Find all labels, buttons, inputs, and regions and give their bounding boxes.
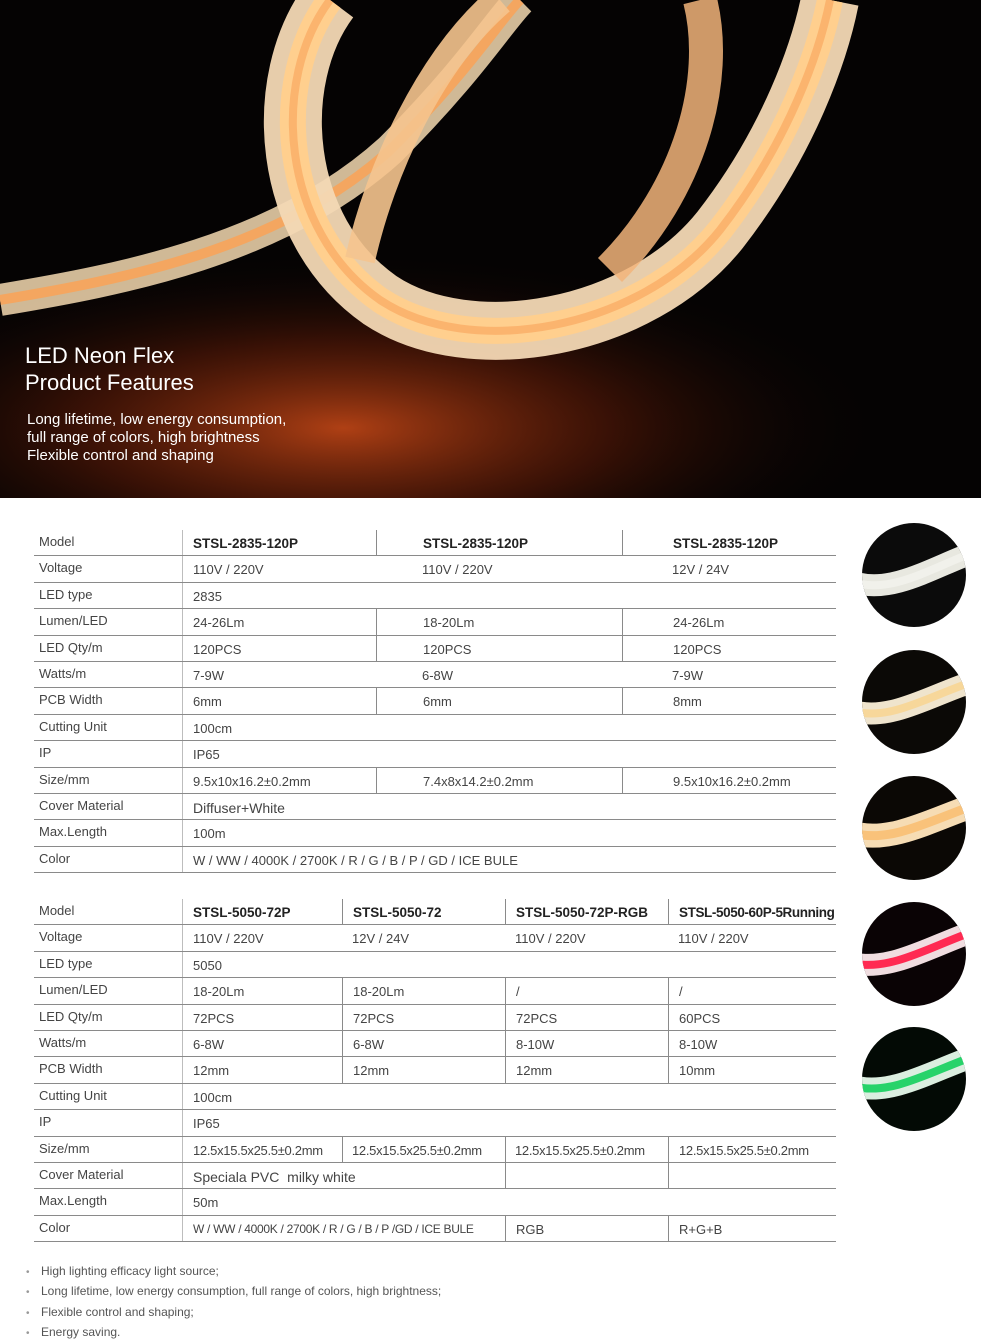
table-cell: 6-8W: [422, 667, 454, 683]
table-cell: 6-8W: [342, 1031, 505, 1056]
table-cell: 8-10W: [668, 1031, 836, 1056]
table-row-pcb: [34, 688, 836, 714]
swatch-warm-white: [862, 650, 966, 754]
table-cell: 2835: [182, 583, 836, 608]
table-cell: 18-20Lm: [182, 978, 342, 1003]
feature-text: Energy saving.: [41, 1324, 121, 1339]
table-row-size: [34, 1137, 836, 1163]
table-cell: 6-8W: [182, 1031, 342, 1056]
row-label: Model: [39, 534, 75, 549]
row-label: PCB Width: [39, 692, 103, 708]
row-label: Cover Material: [39, 1166, 124, 1182]
table-row-maxlength: [34, 820, 836, 846]
table-cell: 8mm: [622, 688, 836, 713]
table-cell: 12.5x15.5x25.5±0.2mm: [505, 1137, 668, 1162]
table-cell: 110V / 220V: [678, 931, 749, 947]
model-cell: STSL-5050-72P: [182, 899, 342, 924]
table-cell: 7-9W: [672, 667, 704, 683]
table-cell: 72PCS: [505, 1005, 668, 1030]
table-cell: 6mm: [182, 688, 376, 713]
table-cell: 18-20Lm: [376, 609, 622, 634]
model-cell: STSL-5050-72P-RGB: [505, 899, 668, 924]
table-cell: 110V / 220V: [422, 562, 493, 578]
swatch-green: [862, 1027, 966, 1131]
hero-sub-line: Flexible control and shaping: [27, 447, 214, 464]
hero-title-line2: Product Features: [25, 370, 194, 395]
bullet-icon: •: [26, 1267, 30, 1278]
row-label: IP: [39, 745, 52, 761]
table-row-size: [34, 768, 836, 794]
table-cell: 6mm: [376, 688, 622, 713]
model-cell: STSL-5050-60P-5Running: [668, 899, 836, 924]
list-item: [26, 1262, 441, 1282]
table-cell: 12.5x15.5x25.5±0.2mm: [342, 1137, 505, 1162]
table-cell: 100cm: [182, 1084, 836, 1109]
spec-table-2835: [34, 530, 836, 873]
hero-title-line1: LED Neon Flex: [25, 343, 175, 368]
table-cell: 18-20Lm: [342, 978, 505, 1003]
table-row-watts: [34, 662, 836, 688]
table-cell: 10mm: [668, 1057, 836, 1082]
swatch-red: [862, 902, 966, 1006]
row-label: Color: [39, 1219, 71, 1235]
hero-sub-line: Long lifetime, low energy consumption,: [27, 411, 287, 428]
table-row-model: [34, 530, 836, 556]
table-cell: 120PCS: [622, 636, 836, 661]
row-label: IP: [39, 1114, 52, 1130]
table-cell: 8-10W: [505, 1031, 668, 1056]
table-cell: W / WW / 4000K / 2700K / R / G / B / P /GD / ICE BULE: [182, 1216, 505, 1241]
table-cell: Diffuser+White: [182, 794, 836, 819]
row-label: LED Qty/m: [39, 639, 103, 655]
table-cell: 9.5x10x16.2±0.2mm: [182, 768, 376, 793]
hero-sub-line: full range of colors, high brightness: [27, 429, 260, 446]
row-label: Lumen/LED: [39, 982, 108, 998]
table-cell: 12.5x15.5x25.5±0.2mm: [182, 1137, 342, 1162]
table-cell: W / WW / 4000K / 2700K / R / G / B / P / GD / ICE BULE: [182, 847, 836, 872]
table-cell: 9.5x10x16.2±0.2mm: [622, 768, 836, 793]
table-cell: 60PCS: [668, 1005, 836, 1030]
table-cell: 110V / 220V: [182, 925, 342, 950]
table-cell: 12.5x15.5x25.5±0.2mm: [668, 1137, 836, 1162]
table-cell: 7.4x8x14.2±0.2mm: [376, 768, 622, 793]
row-label: LED type: [39, 955, 93, 971]
table-cell: 7-9W: [182, 662, 376, 687]
hero-banner: [0, 0, 981, 498]
row-label: Model: [39, 903, 75, 918]
table-cell: 110V / 220V: [182, 556, 376, 581]
table-cell: [668, 1163, 836, 1188]
table-cell: 110V / 220V: [515, 931, 586, 947]
row-label: PCB Width: [39, 1061, 103, 1077]
row-label: Size/mm: [39, 1140, 90, 1156]
table-row-led-type: [34, 952, 836, 978]
row-label: Color: [39, 850, 71, 866]
row-label: Max.Length: [39, 824, 107, 840]
feature-text: Flexible control and shaping;: [41, 1304, 194, 1319]
table-cell: 72PCS: [182, 1005, 342, 1030]
hero-subtitle: [27, 411, 286, 465]
table-cell: 24-26Lm: [622, 609, 836, 634]
table-row-color: [34, 1216, 836, 1242]
table-cell: 120PCS: [376, 636, 622, 661]
hero-title: [25, 342, 194, 396]
table-row-qty: [34, 636, 836, 662]
table-row-voltage: [34, 925, 836, 951]
row-label: Lumen/LED: [39, 613, 108, 629]
row-label: Voltage: [39, 560, 83, 576]
table-cell: /: [668, 978, 836, 1003]
table-cell: Speciala PVC milky white: [182, 1163, 505, 1188]
row-label: Cutting Unit: [39, 718, 107, 734]
row-label: LED Qty/m: [39, 1008, 103, 1024]
table-cell: 5050: [182, 952, 836, 977]
list-item: [26, 1303, 441, 1323]
table-cell: R+G+B: [668, 1216, 836, 1241]
table-row-color: [34, 847, 836, 873]
table-cell: /: [505, 978, 668, 1003]
table-cell: 12V / 24V: [672, 562, 730, 578]
table-cell: 50m: [182, 1189, 836, 1214]
table-row-cutting: [34, 1084, 836, 1110]
table-cell: 12mm: [182, 1057, 342, 1082]
table-row-maxlength: [34, 1189, 836, 1215]
row-label: Cutting Unit: [39, 1087, 107, 1103]
model-cell: STSL-2835-120P: [622, 530, 836, 555]
table-cell: 120PCS: [182, 636, 376, 661]
list-item: [26, 1323, 441, 1343]
table-row-voltage: [34, 556, 836, 582]
bullet-icon: •: [26, 1327, 30, 1339]
swatch-2700k: [862, 776, 966, 880]
row-label: Watts/m: [39, 665, 87, 681]
table-row-cover: [34, 794, 836, 820]
table-cell: 12mm: [505, 1057, 668, 1082]
table-row-ip: [34, 741, 836, 767]
table-row-led-type: [34, 583, 836, 609]
row-label: Size/mm: [39, 771, 90, 787]
table-cell: IP65: [182, 1110, 836, 1135]
table-cell: 72PCS: [342, 1005, 505, 1030]
row-label: Watts/m: [39, 1034, 87, 1050]
table-row-model: [34, 899, 836, 925]
table-cell: 12V / 24V: [352, 931, 410, 947]
table-row-qty: [34, 1005, 836, 1031]
table-row-ip: [34, 1110, 836, 1136]
table-row-lumen: [34, 609, 836, 635]
spec-table-5050: [34, 899, 836, 1242]
table-row-cutting: [34, 715, 836, 741]
table-cell: 100m: [182, 820, 836, 845]
table-cell: IP65: [182, 741, 836, 766]
list-item: [26, 1282, 441, 1302]
table-row-cover: [34, 1163, 836, 1189]
bullet-icon: •: [26, 1307, 30, 1319]
bullet-icon: •: [26, 1287, 30, 1299]
row-label: Max.Length: [39, 1193, 107, 1209]
table-row-pcb: [34, 1057, 836, 1083]
model-cell: STSL-2835-120P: [376, 530, 622, 555]
table-cell: 100cm: [182, 715, 836, 740]
row-label: Cover Material: [39, 797, 124, 813]
row-label: LED type: [39, 586, 93, 602]
table-row-watts: [34, 1031, 836, 1057]
table-row-lumen: [34, 978, 836, 1004]
model-cell: STSL-2835-120P: [182, 530, 376, 555]
feature-list: [26, 1262, 441, 1343]
model-cell: STSL-5050-72: [342, 899, 505, 924]
feature-text: Long lifetime, low energy consumption, full range of colors, high brightness;: [41, 1284, 442, 1299]
table-cell: RGB: [505, 1216, 668, 1241]
table-cell: 12mm: [342, 1057, 505, 1082]
row-label: Voltage: [39, 929, 83, 945]
table-cell: 24-26Lm: [182, 609, 376, 634]
swatch-white: [862, 523, 966, 627]
feature-text: High lighting efficacy light source;: [41, 1264, 219, 1278]
table-cell: [505, 1163, 668, 1188]
